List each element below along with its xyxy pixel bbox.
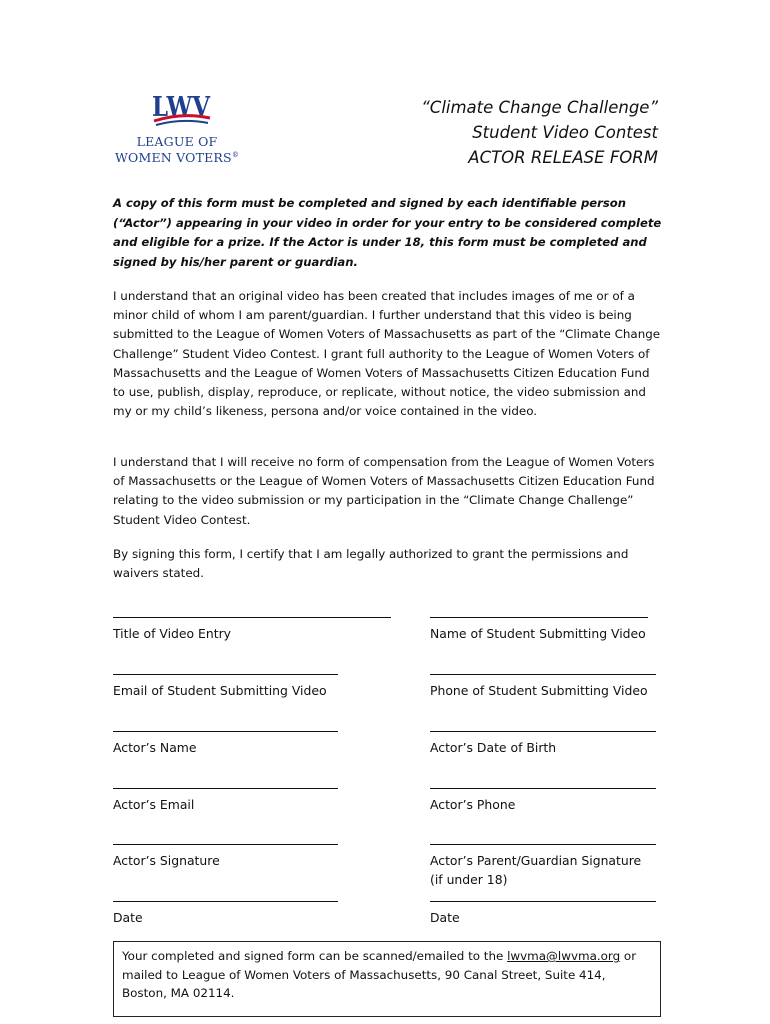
footer-text-before: Your completed and signed form can be scanned/emailed to the: [122, 949, 508, 963]
form-header: [380, 95, 658, 170]
guardian-signature-label: Actor’s Parent/Guardian Signature: [430, 853, 642, 868]
submission-instructions-box: [113, 941, 661, 1017]
logo-text-line1: LEAGUE OF: [136, 134, 218, 149]
guardian-signature-field[interactable]: [430, 844, 656, 889]
lwv-logo: [112, 88, 242, 170]
actor-signature-label: Actor’s Signature: [113, 853, 220, 868]
header-form-title: ACTOR RELEASE FORM: [468, 148, 658, 167]
student-phone-field[interactable]: [430, 674, 656, 700]
actor-email-label: Actor’s Email: [113, 797, 195, 812]
release-paragraph-3: By signing this form, I certify that I am legally authorized to grant the permissions and waivers stated.: [113, 547, 629, 581]
registered-mark: ®: [231, 150, 240, 159]
actor-phone-field[interactable]: [430, 788, 656, 814]
actor-dob-label: Actor’s Date of Birth: [430, 740, 557, 755]
logo-text-line2: WOMEN VOTERS®: [114, 150, 240, 165]
intro-instructions: A copy of this form must be completed and signed by each identifiable person (“Actor”) appearing in your video in order for your entry to be considered complete and eligible for a prize. If the Actor is under 18, this form must be completed and signed by his/her parent or guardian.: [113, 196, 662, 269]
student-name-field[interactable]: [430, 617, 648, 643]
date-label-right: Date: [430, 910, 460, 925]
date-label-left: Date: [113, 910, 143, 925]
date-field-left[interactable]: [113, 901, 338, 927]
title-field[interactable]: [113, 617, 391, 643]
svg-text:LWV: LWV: [152, 92, 211, 123]
actor-signature-field[interactable]: [113, 844, 338, 870]
actor-name-field[interactable]: [113, 731, 338, 757]
title-label: Title of Video Entry: [113, 626, 231, 641]
student-email-label: Email of Student Submitting Video: [113, 683, 327, 698]
release-paragraph-1: I understand that an original video has been created that includes images of me or of a minor child of whom I am parent/guardian. I further understand that this video is being submitted to the League of Women Voters of Massachusetts as part of the “Climate Change Challenge” Student Video Contest. I grant full authority to the League of Women Voters of Massachusetts and the League of Women Voters of Massachusetts Citizen Education Fund to use, publish, display, reproduce, or replicate, without notice, the video submission and my or my child’s likeness, persona and/or voice contained in the video.: [113, 289, 661, 419]
student-name-label: Name of Student Submitting Video: [430, 626, 646, 641]
guardian-signature-note: (if under 18): [430, 872, 508, 887]
student-email-field[interactable]: [113, 674, 338, 700]
contact-email-link[interactable]: lwvma@lwvma.org: [507, 949, 621, 963]
actor-phone-label: Actor’s Phone: [430, 797, 516, 812]
date-field-right[interactable]: [430, 901, 656, 927]
student-phone-label: Phone of Student Submitting Video: [430, 683, 648, 698]
header-contest-type: Student Video Contest: [472, 123, 658, 142]
header-contest-name: “Climate Change Challenge”: [421, 98, 658, 117]
footer-text-after: or mailed to League of Women Voters of Massachusetts, 90 Canal Street, Suite 414, Boston, MA 02114.: [122, 949, 637, 1000]
release-paragraph-2: I understand that I will receive no form of compensation from the League of Women Voters of Massachusetts or the League of Women Voters of Massachusetts Citizen Education Fund relating to the video submission or my participation in the “Climate Change Challenge” Student Video Contest.: [113, 455, 655, 527]
actor-dob-field[interactable]: [430, 731, 656, 757]
actor-name-label: Actor’s Name: [113, 740, 197, 755]
lwv-logo-mark: [152, 88, 212, 128]
actor-email-field[interactable]: [113, 788, 338, 814]
